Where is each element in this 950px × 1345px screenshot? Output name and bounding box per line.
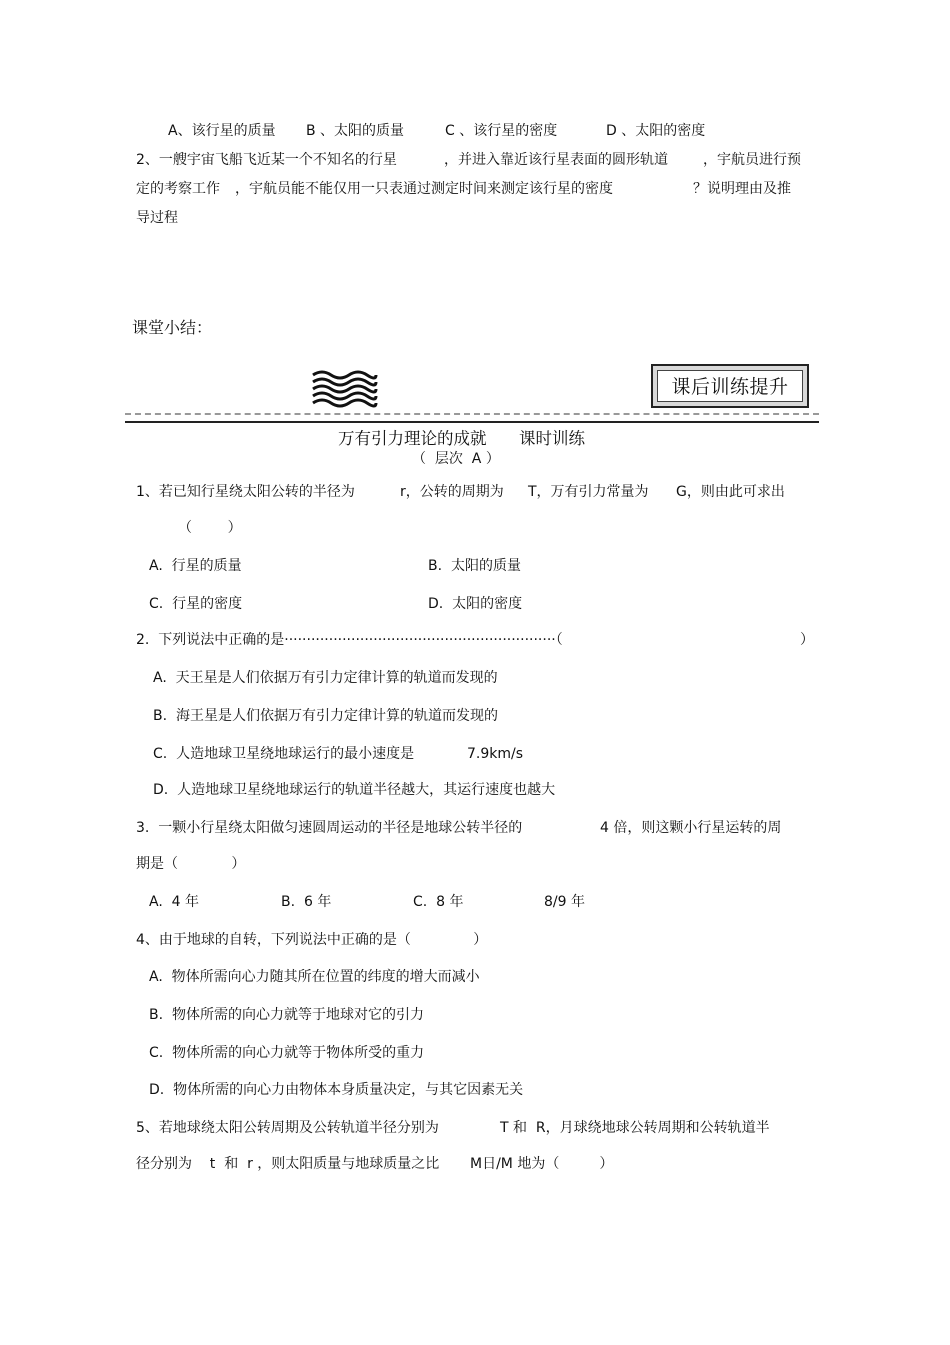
prev-q2-text: ，并进入靠近该行星表面的圆形轨道: [444, 152, 668, 168]
prev-q1-option-a: A、该行星的质量: [168, 123, 276, 139]
q5-stem: 径分别为 t 和 r ，则太阳质量与地球质量之比: [136, 1156, 440, 1172]
q2-answer-paren: ）: [800, 632, 814, 648]
prev-q2-text: ，宇航员进行预: [703, 152, 801, 168]
prev-q1-option-d: D 、太阳的密度: [606, 123, 706, 139]
q2-option-d: D. 人造地球卫星绕地球运行的轨道半径越大，其运行速度也越大: [153, 782, 556, 798]
prev-q2-text: ？说明理由及推: [693, 181, 791, 197]
book-pages-icon: [310, 369, 380, 409]
prev-q1-option-b: B 、太阳的质量: [306, 123, 405, 139]
q1-answer-paren: （ ）: [178, 520, 242, 536]
q4-option-c: C. 物体所需的向心力就等于物体所受的重力: [149, 1045, 425, 1061]
prev-q2-text: 定的考察工作: [136, 181, 220, 197]
q3-stem: 3. 一颗小行星绕太阳做匀速圆周运动的半径是地球公转半径的: [136, 820, 523, 836]
q4-option-b: B. 物体所需的向心力就等于地球对它的引力: [149, 1007, 424, 1023]
q1-stem: T，万有引力常量为: [528, 484, 649, 500]
q1-stem: 1、若已知行星绕太阳公转的半径为: [136, 484, 355, 500]
q1-option-d: D. 太阳的密度: [428, 596, 523, 612]
q1-stem: r，公转的周期为: [400, 484, 504, 500]
q4-stem: 4、由于地球的自转，下列说法中正确的是（ ）: [136, 932, 488, 948]
banner-dashed-rule: [125, 413, 819, 415]
banner-label: 课后训练提升: [671, 376, 789, 398]
q2-option-b: B. 海王星是人们依据万有引力定律计算的轨道而发现的: [153, 708, 498, 724]
q5-stem: T 和 R，月球绕地球公转周期和公转轨道半: [500, 1120, 770, 1136]
q3-stem: 4 倍，则这颗小行星运转的周: [600, 820, 782, 836]
q2-stem: 2. 下列说法中正确的是·····························································（: [136, 632, 563, 648]
q2-option-c: C. 人造地球卫星绕地球运行的最小速度是: [153, 746, 415, 762]
section-subtitle: 课时训练: [519, 429, 585, 448]
section-banner: [651, 364, 809, 408]
q1-option-c: C. 行星的密度: [149, 596, 243, 612]
q5-answer-paren: M日/M 地为（ ）: [470, 1156, 614, 1172]
q3-option-a: A. 4 年: [149, 894, 200, 910]
q1-option-b: B. 太阳的质量: [428, 558, 521, 574]
q3-stem: 期是（ ）: [136, 856, 246, 872]
prev-q2-text: 导过程: [136, 210, 178, 226]
q3-option-b: B. 6 年: [281, 894, 332, 910]
prev-q1-option-c: C 、该行星的密度: [445, 123, 558, 139]
q4-option-a: A. 物体所需向心力随其所在位置的纬度的增大而减小: [149, 969, 480, 985]
q1-option-a: A. 行星的质量: [149, 558, 242, 574]
q2-option-a: A. 天王星是人们依据万有引力定律计算的轨道而发现的: [153, 670, 498, 686]
section-title: 万有引力理论的成就: [338, 429, 487, 448]
q3-option-c: C. 8 年: [413, 894, 464, 910]
section-level: （ 层次 A ）: [412, 451, 500, 467]
banner-solid-rule: [125, 421, 819, 423]
summary-label: 课堂小结：: [132, 318, 213, 337]
q2-option-c-speed: 7.9km/s: [467, 746, 524, 762]
q1-stem: G，则由此可求出: [676, 484, 785, 500]
q4-option-d: D. 物体所需的向心力由物体本身质量决定，与其它因素无关: [149, 1082, 524, 1098]
q5-stem: 5、若地球绕太阳公转周期及公转轨道半径分别为: [136, 1120, 439, 1136]
q3-option-d: 8/9 年: [544, 894, 585, 910]
prev-q2-text: ，宇航员能不能仅用一只表通过测定时间来测定该行星的密度: [235, 181, 613, 197]
prev-q2-text: 2、一艘宇宙飞船飞近某一个不知名的行星: [136, 152, 397, 168]
